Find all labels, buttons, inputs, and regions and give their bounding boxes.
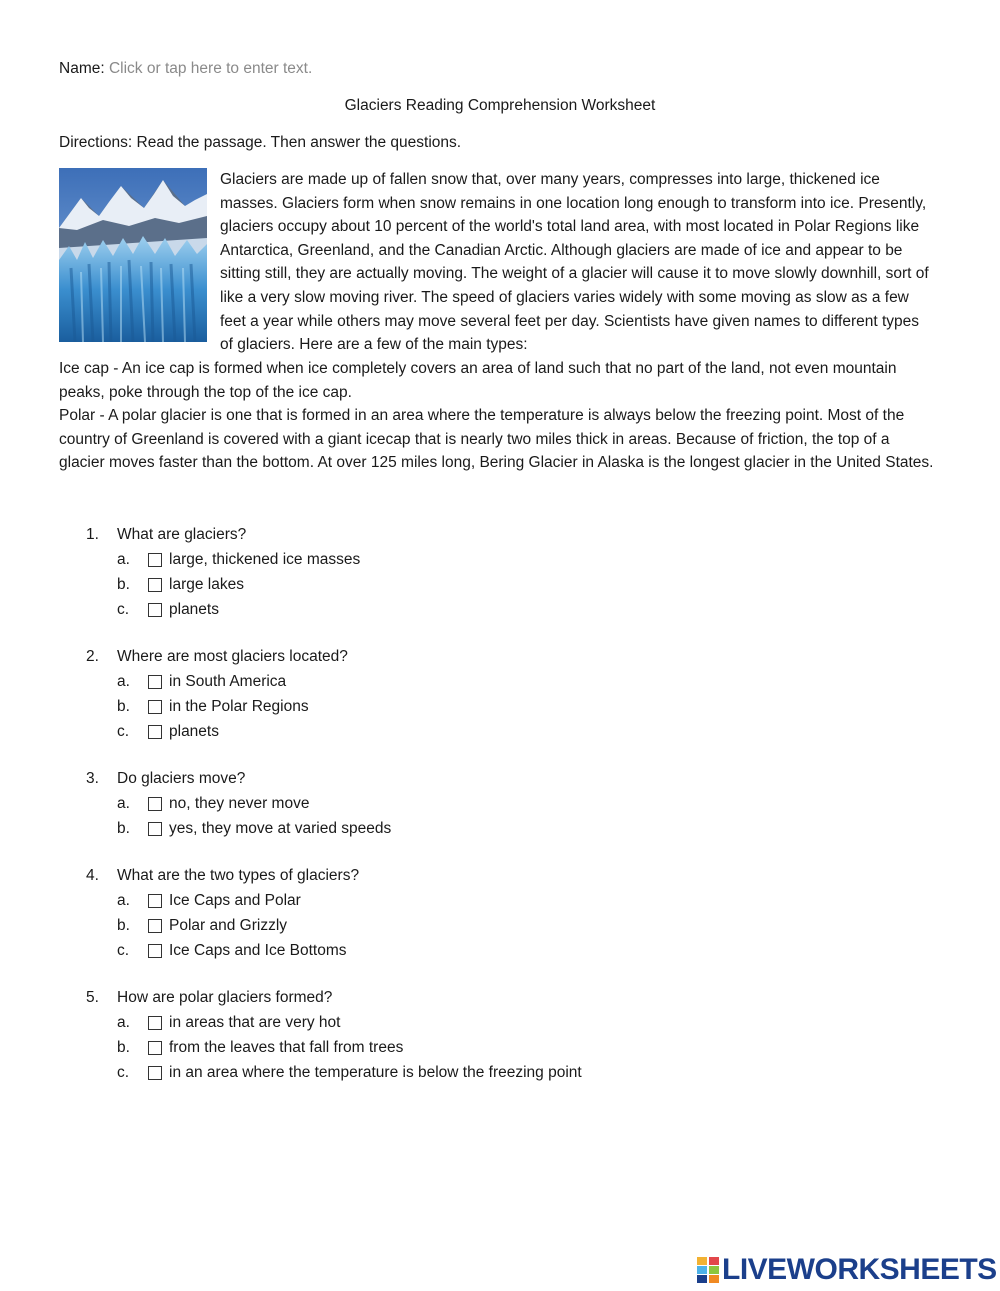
answer-option[interactable]: [86, 791, 886, 816]
option-text: planets: [169, 723, 219, 740]
question-2: [86, 644, 886, 744]
option-text: Polar and Grizzly: [169, 917, 288, 934]
option-letter: b.: [117, 576, 130, 593]
answer-option[interactable]: [86, 694, 886, 719]
option-letter: b.: [117, 820, 130, 837]
option-letter: a.: [117, 1014, 130, 1031]
glacier-photo: [59, 168, 207, 342]
question-1: [86, 522, 886, 622]
option-letter: a.: [117, 673, 130, 690]
question-number: 5.: [86, 989, 99, 1006]
answer-option[interactable]: [86, 572, 886, 597]
option-letter: b.: [117, 1039, 130, 1056]
answer-checkbox[interactable]: [148, 700, 162, 714]
answer-checkbox[interactable]: [148, 725, 162, 739]
answer-checkbox[interactable]: [148, 1016, 162, 1030]
option-text: from the leaves that fall from trees: [169, 1039, 404, 1056]
question-text: Where are most glaciers located?: [117, 648, 348, 665]
question-number: 2.: [86, 648, 99, 665]
option-text: in areas that are very hot: [169, 1014, 341, 1031]
name-label: Name:: [59, 60, 105, 77]
answer-option[interactable]: [86, 1035, 886, 1060]
option-letter: c.: [117, 601, 130, 618]
answer-option[interactable]: [86, 1060, 886, 1085]
answer-checkbox[interactable]: [148, 919, 162, 933]
option-text: in an area where the temperature is below the freezing point: [169, 1064, 582, 1081]
answer-checkbox[interactable]: [148, 822, 162, 836]
option-text: planets: [169, 601, 219, 618]
answer-option[interactable]: [86, 816, 886, 841]
option-text: yes, they move at varied speeds: [169, 820, 392, 837]
logo-text: LIVEWORKSHEETS: [722, 1253, 997, 1286]
passage-polar: Polar - A polar glacier is one that is formed in an area where the temperature is always below the freezing point. Most of the country of Greenland is covered with a giant icecap that is nearly two miles thick in areas. Because of friction, the top of a glacier moves faster than the bottom. At over 125 miles long, Bering Glacier in Alaska is the longest glacier in the United States.: [59, 407, 934, 472]
option-letter: c.: [117, 942, 130, 959]
passage-icecap: Ice cap - An ice cap is formed when ice completely covers an area of land such that no part of the land, not even mountain peaks, poke through the top of the ice cap.: [59, 360, 897, 401]
answer-option[interactable]: [86, 597, 886, 622]
answer-checkbox[interactable]: [148, 578, 162, 592]
option-letter: a.: [117, 795, 130, 812]
option-letter: b.: [117, 917, 130, 934]
option-text: no, they never move: [169, 795, 310, 812]
option-text: large, thickened ice masses: [169, 551, 361, 568]
page-title: Glaciers Reading Comprehension Worksheet: [344, 97, 656, 114]
question-text: Do glaciers move?: [117, 770, 246, 787]
answer-option[interactable]: [86, 719, 886, 744]
answer-option[interactable]: [86, 938, 886, 963]
question-text: How are polar glaciers formed?: [117, 989, 333, 1006]
question-5: [86, 985, 886, 1085]
answer-checkbox[interactable]: [148, 894, 162, 908]
passage-body: [59, 357, 939, 475]
option-letter: b.: [117, 698, 130, 715]
logo-icon: [697, 1257, 719, 1283]
answer-checkbox[interactable]: [148, 797, 162, 811]
passage-intro: Glaciers are made up of fallen snow that, over many years, compresses into large, thickened ice masses. Glaciers form when snow remains in one location long enough to transform into ice. Presently, glaciers occupy about 10 percent of the world's total land area, with most located in Polar Regions like Antarctica, Greenland, and the Canadian Arctic. Although glaciers are made of ice and appear to be sitting still, they are actually moving. The weight of a glacier will cause it to move slowly downhill, sort of like a very slow moving river. The speed of glaciers varies widely with some moving as slow as a few feet a year while others may move several feet per day. Scientists have given names to different types of glaciers. Here are a few of the main types:: [220, 171, 929, 354]
answer-option[interactable]: [86, 888, 886, 913]
option-letter: a.: [117, 551, 130, 568]
question-number: 4.: [86, 867, 99, 884]
question-4: [86, 863, 886, 963]
answer-checkbox[interactable]: [148, 944, 162, 958]
answer-checkbox[interactable]: [148, 1066, 162, 1080]
answer-option[interactable]: [86, 913, 886, 938]
option-letter: c.: [117, 723, 130, 740]
option-text: Ice Caps and Polar: [169, 892, 301, 909]
answer-checkbox[interactable]: [148, 1041, 162, 1055]
liveworksheets-logo: [697, 1254, 997, 1286]
option-text: in the Polar Regions: [169, 698, 309, 715]
name-input[interactable]: Click or tap here to enter text.: [108, 60, 313, 77]
questions-list: [86, 522, 886, 1107]
name-field-row: [59, 58, 312, 80]
question-text: What are glaciers?: [117, 526, 247, 543]
question-number: 1.: [86, 526, 99, 543]
answer-option[interactable]: [86, 547, 886, 572]
question-3: [86, 766, 886, 841]
option-letter: c.: [117, 1064, 130, 1081]
answer-checkbox[interactable]: [148, 675, 162, 689]
answer-checkbox[interactable]: [148, 553, 162, 567]
answer-option[interactable]: [86, 1010, 886, 1035]
option-text: in South America: [169, 673, 287, 690]
option-letter: a.: [117, 892, 130, 909]
directions-text: Directions: Read the passage. Then answer the questions.: [59, 134, 462, 151]
option-text: large lakes: [169, 576, 244, 593]
answer-checkbox[interactable]: [148, 603, 162, 617]
question-number: 3.: [86, 770, 99, 787]
option-text: Ice Caps and Ice Bottoms: [169, 942, 347, 959]
answer-option[interactable]: [86, 669, 886, 694]
question-text: What are the two types of glaciers?: [117, 867, 360, 884]
